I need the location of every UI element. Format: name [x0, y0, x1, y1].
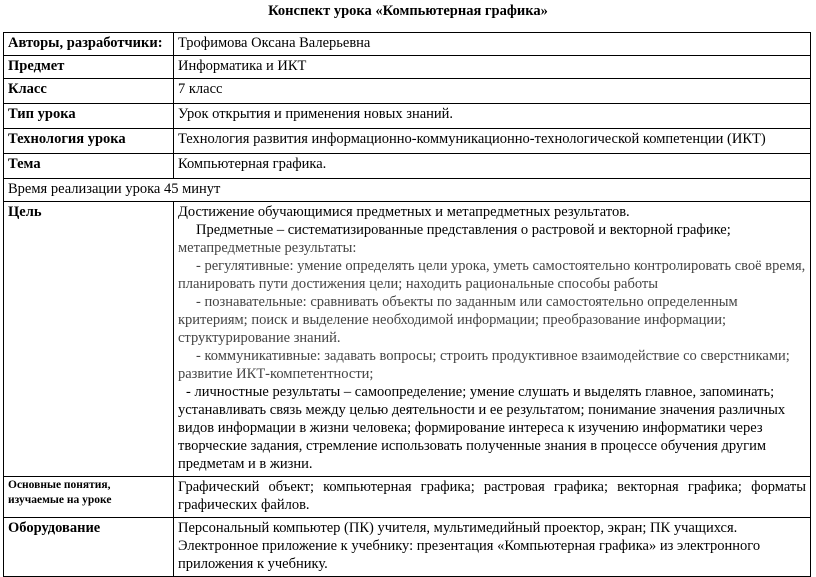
- row-topic: [4, 154, 811, 179]
- row-time: [4, 179, 811, 202]
- goal-communicative: - коммуникативные: задавать вопросы; строить продуктивное взаимодействие со сверстниками; развитие ИКТ-компетентности;: [178, 348, 790, 382]
- goal-regulatory: - регулятивные: умение определять цели урока, уметь самостоятельно контролировать своё время, планировать пути достижения цели; находить рациональные способы работы: [178, 258, 806, 292]
- subject-value: Информатика и ИКТ: [174, 56, 811, 79]
- class-value: 7 класс: [174, 79, 811, 104]
- document-title: Конспект урока «Компьютерная графика»: [268, 3, 548, 19]
- equipment-content: [174, 518, 811, 577]
- technology-value: Технология развития информационно-коммуникационно-технологической компетенции (ИКТ): [174, 129, 811, 154]
- equipment-line2: Электронное приложение к учебнику: презентация «Компьютерная графика» из электронного приложения к учебнику.: [178, 538, 761, 572]
- row-technology: [4, 129, 811, 154]
- authors-value: Трофимова Оксана Валерьевна: [174, 33, 811, 56]
- topic-value: Компьютерная графика.: [174, 154, 811, 179]
- time-value: Время реализации урока 45 минут: [4, 179, 811, 202]
- concepts-value: Графический объект; компьютерная графика; растровая графика; векторная графика; форматы графических файлов.: [174, 477, 811, 518]
- goal-personal: - личностные результаты – самоопределение; умение слушать и выделять главное, запоминать; устанавливать связь между целью деятельности и ее результатом; понимание значения различных видов информации в жизни человека; формирование интереса к изучению информатики через творческие задания, стремление использовать полученные знания в процессе обучения другим предметам и в жизни.: [178, 384, 786, 472]
- goal-intro: Достижение обучающимися предметных и метапредметных результатов.: [178, 204, 630, 220]
- row-class: [4, 79, 811, 104]
- row-lesson-type: [4, 104, 811, 129]
- row-subject: [4, 56, 811, 79]
- class-label: Класс: [4, 79, 174, 104]
- technology-label: Технология урока: [4, 129, 174, 154]
- goal-meta-heading: метапредметные результаты:: [178, 240, 357, 256]
- lesson-table: [3, 32, 811, 577]
- goal-label: Цель: [4, 202, 174, 477]
- row-concepts: [4, 477, 811, 518]
- row-authors: [4, 33, 811, 56]
- row-equipment: [4, 518, 811, 577]
- subject-label: Предмет: [4, 56, 174, 79]
- row-goal: [4, 202, 811, 477]
- goal-content: [174, 202, 811, 477]
- concepts-label: Основные понятия, изучаемые на уроке: [4, 477, 174, 518]
- lesson-type-label: Тип урока: [4, 104, 174, 129]
- authors-label: Авторы, разработчики:: [4, 33, 174, 56]
- topic-label: Тема: [4, 154, 174, 179]
- equipment-label: Оборудование: [4, 518, 174, 577]
- lesson-type-value: Урок открытия и применения новых знаний.: [174, 104, 811, 129]
- equipment-line1: Персональный компьютер (ПК) учителя, мультимедийный проектор, экран; ПК учащихся.: [178, 520, 738, 536]
- goal-cognitive: - познавательные: сравнивать объекты по заданным или самостоятельно определенным критериям; поиск и выделение необходимой информации; преобразование информации; структурирование знаний.: [178, 294, 738, 346]
- goal-subject-results: Предметные – систематизированные представления о растровой и векторной графике;: [196, 222, 731, 238]
